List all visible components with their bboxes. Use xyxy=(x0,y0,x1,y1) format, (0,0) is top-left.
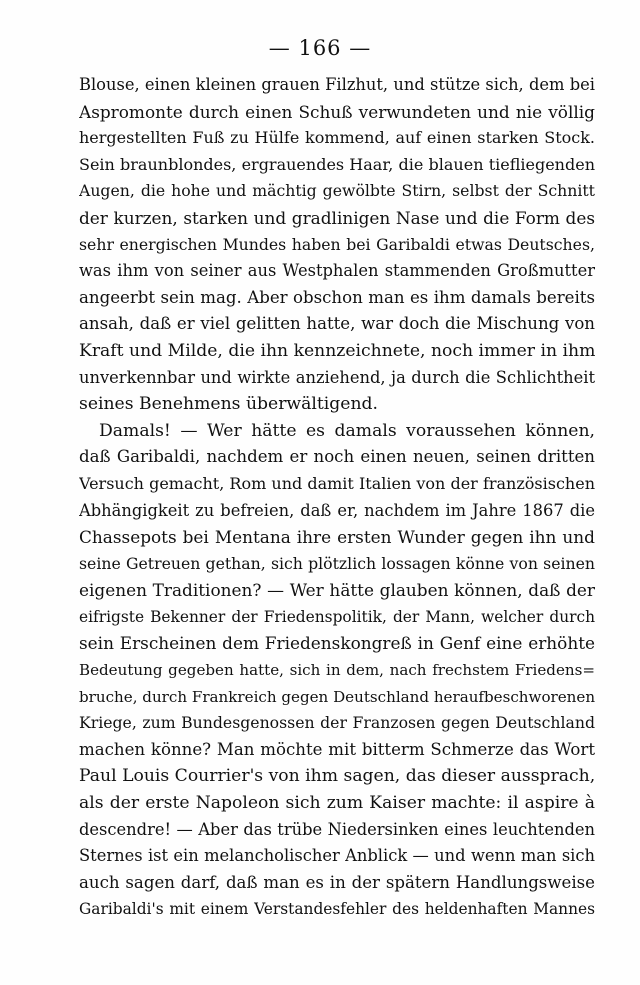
text-line: Paul Louis Courrier's von ihm sagen, das dieser aussprach, xyxy=(79,766,595,787)
text-line: eifrigste Bekenner der Friedenspolitik, der Mann, welcher durch xyxy=(79,607,595,626)
text-line: unverkennbar und wirkte anziehend, ja durch die Schlichtheit xyxy=(79,367,595,387)
text-line: auch sagen darf, daß man es in der spätern Handlungsweise xyxy=(79,872,595,892)
text-line: descendre! — Aber das trübe Niedersinken eines leuchtenden xyxy=(79,819,595,839)
text-line: sein Erscheinen dem Friedenskongreß in Genf eine erhöhte xyxy=(79,633,595,654)
text-line: seines Benehmens überwältigend. xyxy=(79,394,378,415)
text-line: Sternes ist ein melancholischer Anblick — und wenn man sich xyxy=(79,846,595,866)
text-line: der kurzen, starken und gradlinigen Nase und die Form des xyxy=(79,207,595,228)
text-line: Blouse, einen kleinen grauen Filzhut, und stütze sich, dem bei xyxy=(79,75,595,94)
body-text xyxy=(79,72,595,923)
text-line: seine Getreuen gethan, sich plötzlich lossagen könne von seinen xyxy=(79,553,595,573)
text-line: machen könne? Man möchte mit bitterm Schmerze das Wort xyxy=(79,739,595,759)
text-line: Kraft und Milde, die ihn kennzeichnete, noch immer in ihm xyxy=(79,340,595,361)
text-line: hergestellten Fuß zu Hülfe kommend, auf einen starken Stock. xyxy=(79,128,595,148)
text-line: als der erste Napoleon sich zum Kaiser machte: il aspire à xyxy=(79,793,595,814)
text-line: Chassepots bei Mentana ihre ersten Wunder gegen ihn und xyxy=(79,527,595,548)
text-line: Damals! — Wer hätte es damals voraussehen können, xyxy=(99,420,595,441)
text-line: angeerbt sein mag. Aber obschon man es ihm damals bereits xyxy=(79,287,595,307)
text-line: was ihm von seiner aus Westphalen stammenden Großmutter xyxy=(79,261,595,281)
text-line: Aspromonte durch einen Schuß verwundeten und nie völlig xyxy=(79,101,595,122)
text-line: bruche, durch Frankreich gegen Deutschland heraufbeschworenen xyxy=(79,687,595,706)
text-line: daß Garibaldi, nachdem er noch einen neuen, seinen dritten xyxy=(79,447,595,467)
text-line: ansah, daß er viel gelitten hatte, war doch die Mischung von xyxy=(79,314,595,334)
text-line: eigenen Traditionen? — Wer hätte glauben können, daß der xyxy=(79,580,595,601)
text-line: Augen, die hohe und mächtig gewölbte Stirn, selbst der Schnitt xyxy=(79,181,595,201)
text-line: Bedeutung gegeben hatte, sich in dem, nach frechstem Friedens= xyxy=(79,661,595,680)
text-line: Sein braunblondes, ergrauendes Haar, die blauen tiefliegenden xyxy=(79,154,595,174)
text-line: Abhängigkeit zu befreien, daß er, nachdem im Jahre 1867 die xyxy=(79,500,595,520)
page-number: — 166 — xyxy=(268,36,372,60)
text-line: Garibaldi's mit einem Verstandesfehler des heldenhaften Mannes xyxy=(79,900,595,919)
text-line: Versuch gemacht, Rom und damit Italien von der französischen xyxy=(79,473,595,493)
text-line: sehr energischen Mundes haben bei Garibaldi etwas Deutsches, xyxy=(79,234,595,254)
text-line: Kriege, zum Bundesgenossen der Franzosen gegen Deutschland xyxy=(79,713,595,733)
